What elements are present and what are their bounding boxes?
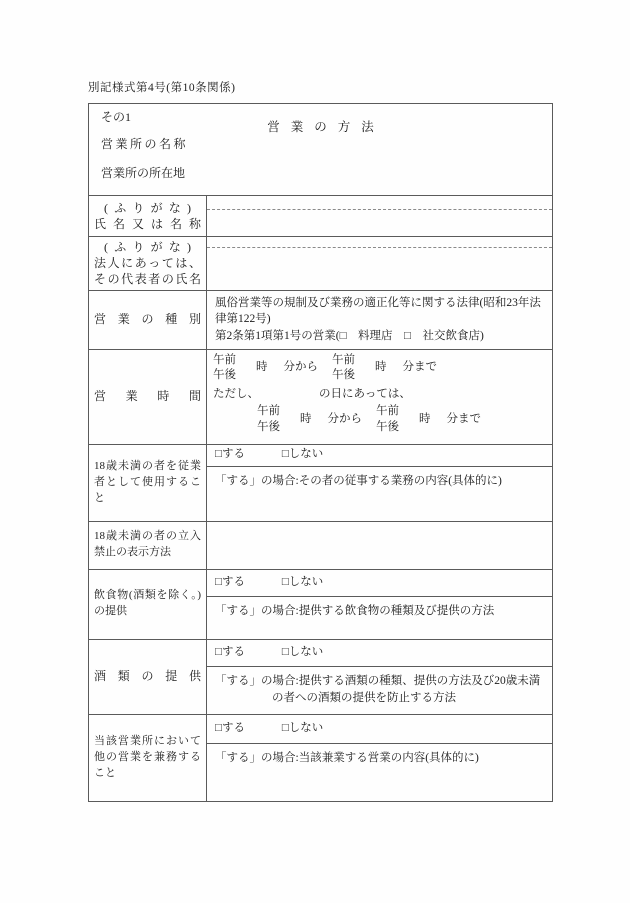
checkbox-yes[interactable]: □する (215, 575, 245, 588)
side-business-detail-cell[interactable] (207, 743, 553, 801)
form-title: 営業の方法 (267, 120, 385, 134)
am-pm-label: 午前 午後 (332, 353, 355, 382)
business-hours-label: 営業時間 (89, 349, 207, 444)
minor-entry-sign-input-cell[interactable] (207, 521, 553, 569)
representative-label-line1: 法人にあっては、 (94, 256, 201, 271)
form-header-cell (89, 104, 553, 196)
hour-label: 時 (300, 412, 312, 425)
name-label: 氏名又は名称 (94, 217, 201, 231)
representative-label-line2: その代表者の氏名 (94, 272, 201, 287)
checkbox-yes[interactable]: □する (215, 448, 245, 461)
minute-to-label: 分まで (402, 361, 437, 374)
detail-prompt: 「する」の場合:その者の従事する業務の内容(具体的に) (215, 474, 502, 487)
name-row-label-cell (89, 196, 207, 237)
office-address-label: 営業所の所在地 (101, 166, 186, 180)
side-business-checkbox-cell (207, 714, 553, 743)
checkbox-no[interactable]: □しない (281, 448, 324, 461)
food-service-checkbox-cell (207, 569, 553, 596)
except-day-prefix: ただし、 (213, 387, 259, 400)
hour-label: 時 (419, 412, 431, 425)
minute-from-label: 分から (283, 361, 318, 374)
am-pm-label: 午前 午後 (257, 405, 280, 433)
doc-title: 別記様式第4号(第10条関係) (88, 82, 236, 94)
minute-from-label: 分から (327, 412, 362, 425)
checkbox-yes[interactable]: □する (215, 721, 245, 734)
alcohol-service-label: 酒類の提供 (89, 639, 207, 714)
side-business-label: 当該営業所において他の営業を兼務すること (89, 714, 207, 801)
minor-employees-detail-cell[interactable] (207, 466, 553, 521)
business-category-options[interactable]: 第2条第1項第1号の営業(□ 料理店 □ 社交飲食店) (215, 329, 484, 342)
detail-prompt: 「する」の場合:提供する飲食物の種類及び提供の方法 (215, 604, 495, 617)
business-type-label: 営業の種別 (89, 290, 207, 349)
furigana-input-line[interactable] (207, 237, 552, 248)
detail-prompt: 「する」の場合:当該兼業する営業の内容(具体的に) (215, 751, 479, 764)
am-pm-label: 午前 午後 (213, 353, 236, 382)
furigana-label: (ふりがな) (104, 240, 191, 254)
food-service-detail-cell[interactable] (207, 596, 553, 639)
food-service-label: 飲食物(酒類を除く。)の提供 (89, 569, 207, 639)
checkbox-no[interactable]: □しない (281, 575, 324, 588)
minor-employees-label: 18歳未満の者を従業者として使用すること (89, 444, 207, 521)
alcohol-service-checkbox-cell (207, 639, 553, 666)
minute-to-label: 分まで (446, 412, 481, 425)
detail-prompt: 「する」の場合:提供する酒類の種類、提供の方法及び20歳未満の者への酒類の提供を防止する方法 (215, 674, 541, 704)
checkbox-yes[interactable]: □する (215, 645, 245, 658)
business-hours-cell[interactable] (207, 349, 553, 444)
checkbox-no[interactable]: □しない (281, 721, 324, 734)
except-day-suffix: の日にあっては、 (319, 387, 411, 400)
representative-input-cell[interactable] (207, 237, 553, 291)
hour-label: 時 (256, 361, 268, 374)
name-input-cell[interactable] (207, 196, 553, 237)
minor-employees-checkbox-cell (207, 444, 553, 466)
representative-row-label-cell (89, 237, 207, 291)
furigana-label: (ふりがな) (104, 200, 191, 215)
minor-entry-sign-label: 18歳未満の者の立入禁止の表示方法 (89, 521, 207, 569)
form-part-label: その1 (101, 110, 132, 124)
business-type-cell (207, 290, 553, 349)
law-reference-text: 風俗営業等の規制及び業務の適正化等に関する法律(昭和23年法律第122号) (215, 296, 541, 326)
hour-label: 時 (375, 361, 387, 374)
am-pm-label: 午前 午後 (376, 405, 399, 433)
alcohol-service-detail-cell[interactable] (207, 666, 553, 714)
checkbox-no[interactable]: □しない (281, 645, 324, 658)
office-name-label: 営業所の名称 (101, 137, 189, 151)
business-method-form-table (88, 103, 553, 802)
furigana-input-line[interactable] (207, 196, 552, 210)
